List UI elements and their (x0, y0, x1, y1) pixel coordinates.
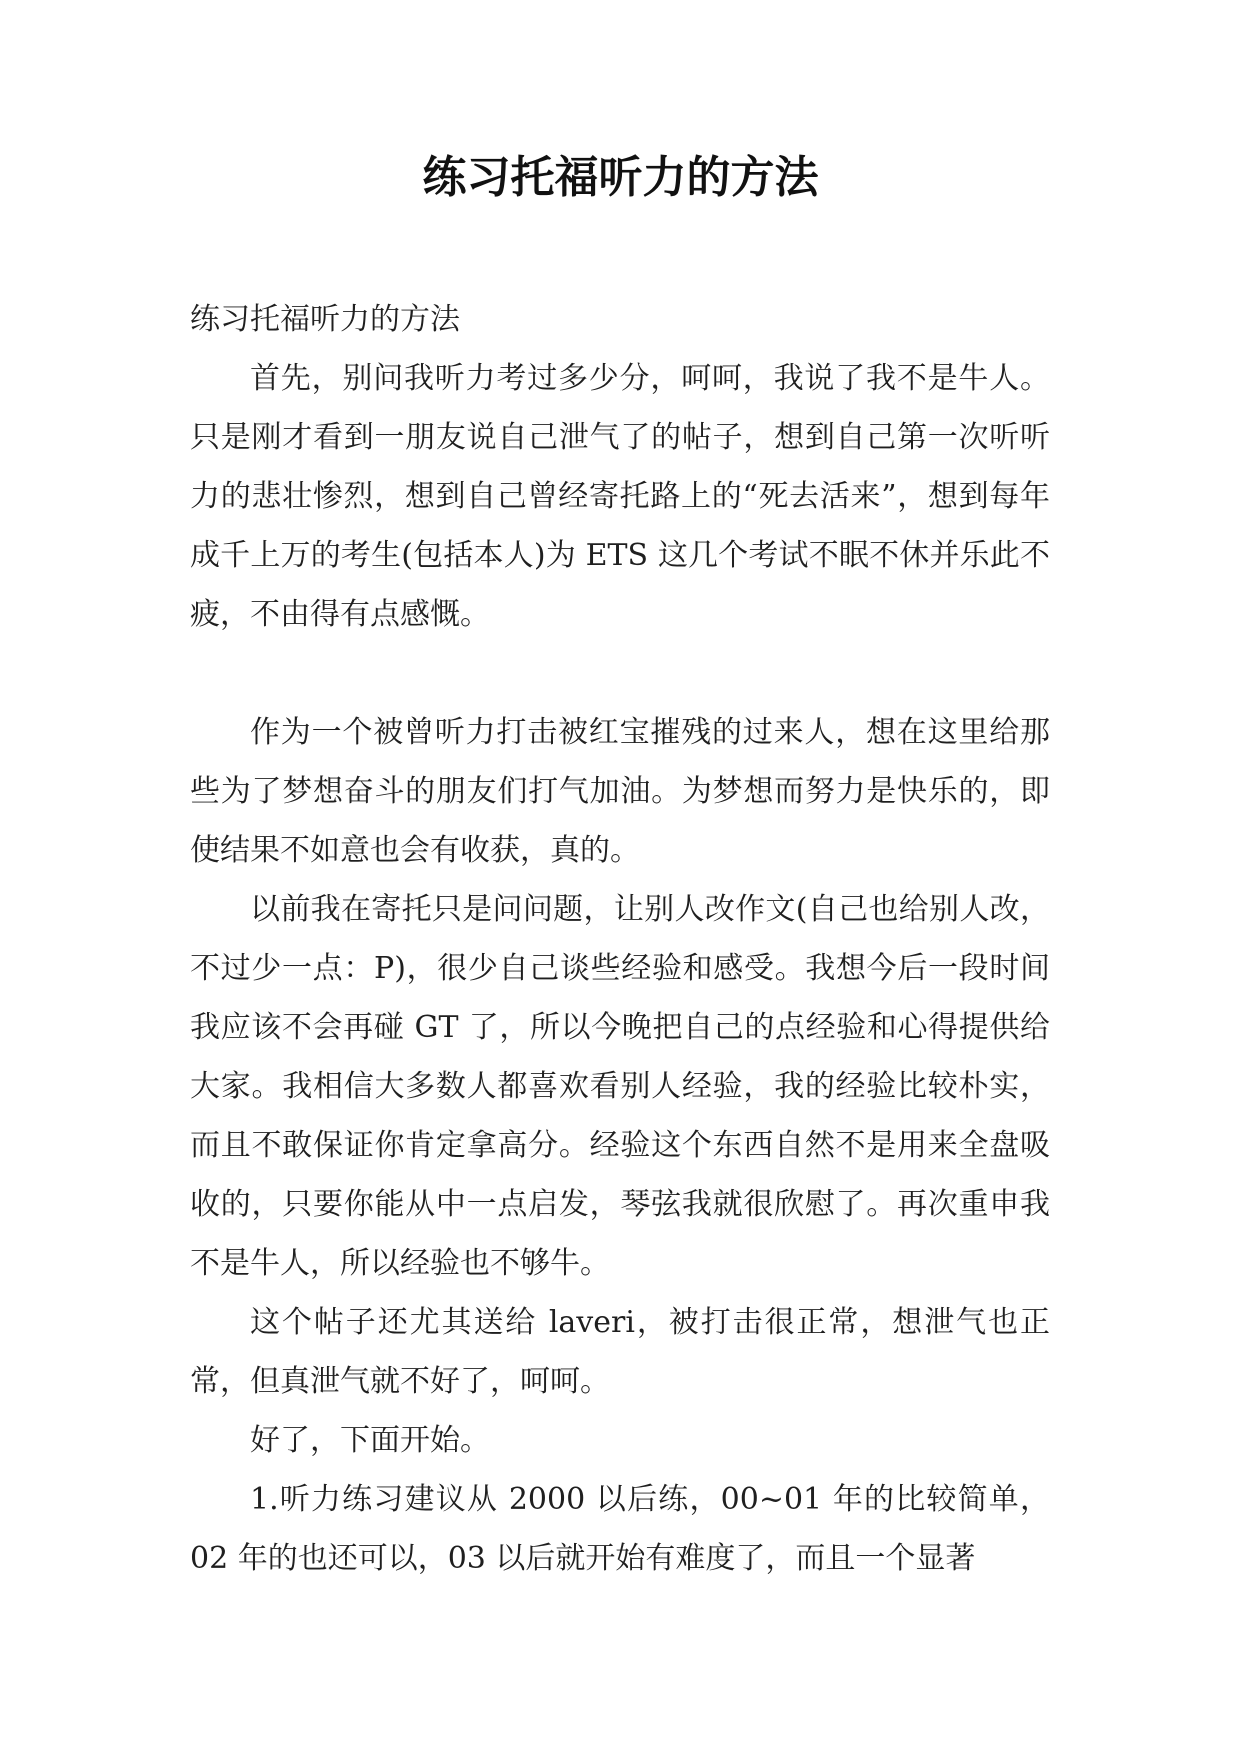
body-heading-paragraph: 练习托福听力的方法 (190, 302, 460, 337)
document-body (190, 290, 1050, 1588)
paragraph-tip-1: 1.听力练习建议从 2000 以后练，00~01 年的比较简单，02 年的也还可以，03 以后就开始有难度了，而且一个显著 (190, 1482, 1050, 1576)
paragraph-encouragement: 作为一个被曾听力打击被红宝摧残的过来人，想在这里给那些为了梦想奋斗的朋友们打气加油。为梦想而努力是快乐的，即使结果不如意也会有收获，真的。 (190, 715, 1050, 868)
paragraph-intro: 首先，别问我听力考过多少分，呵呵，我说了我不是牛人。只是刚才看到一朋友说自己泄气了的帖子，想到自己第一次听听力的悲壮惨烈，想到自己曾经寄托路上的“死去活来”，想到每年成千上万的考生(包括本人)为 ETS 这几个考试不眠不休并乐此不疲，不由得有点感慨。 (190, 361, 1050, 632)
paragraph-experience: 以前我在寄托只是问问题，让别人改作文(自己也给别人改，不过少一点：P)，很少自己谈些经验和感受。我想今后一段时间我应该不会再碰 GT 了，所以今晚把自己的点经验和心得提供给大家。我相信大多数人都喜欢看别人经验，我的经验比较朴实，而且不敢保证你肯定拿高分。经验这个东西自然不是用来全盘吸收的，只要你能从中一点启发，琴弦我就很欣慰了。再次重申我不是牛人，所以经验也不够牛。 (190, 892, 1050, 1281)
document-title: 练习托福听力的方法 (422, 152, 819, 203)
paragraph-start: 好了，下面开始。 (250, 1423, 490, 1458)
paragraph-dedication: 这个帖子还尤其送给 laveri，被打击很正常，想泄气也正常，但真泄气就不好了，呵呵。 (190, 1305, 1050, 1399)
